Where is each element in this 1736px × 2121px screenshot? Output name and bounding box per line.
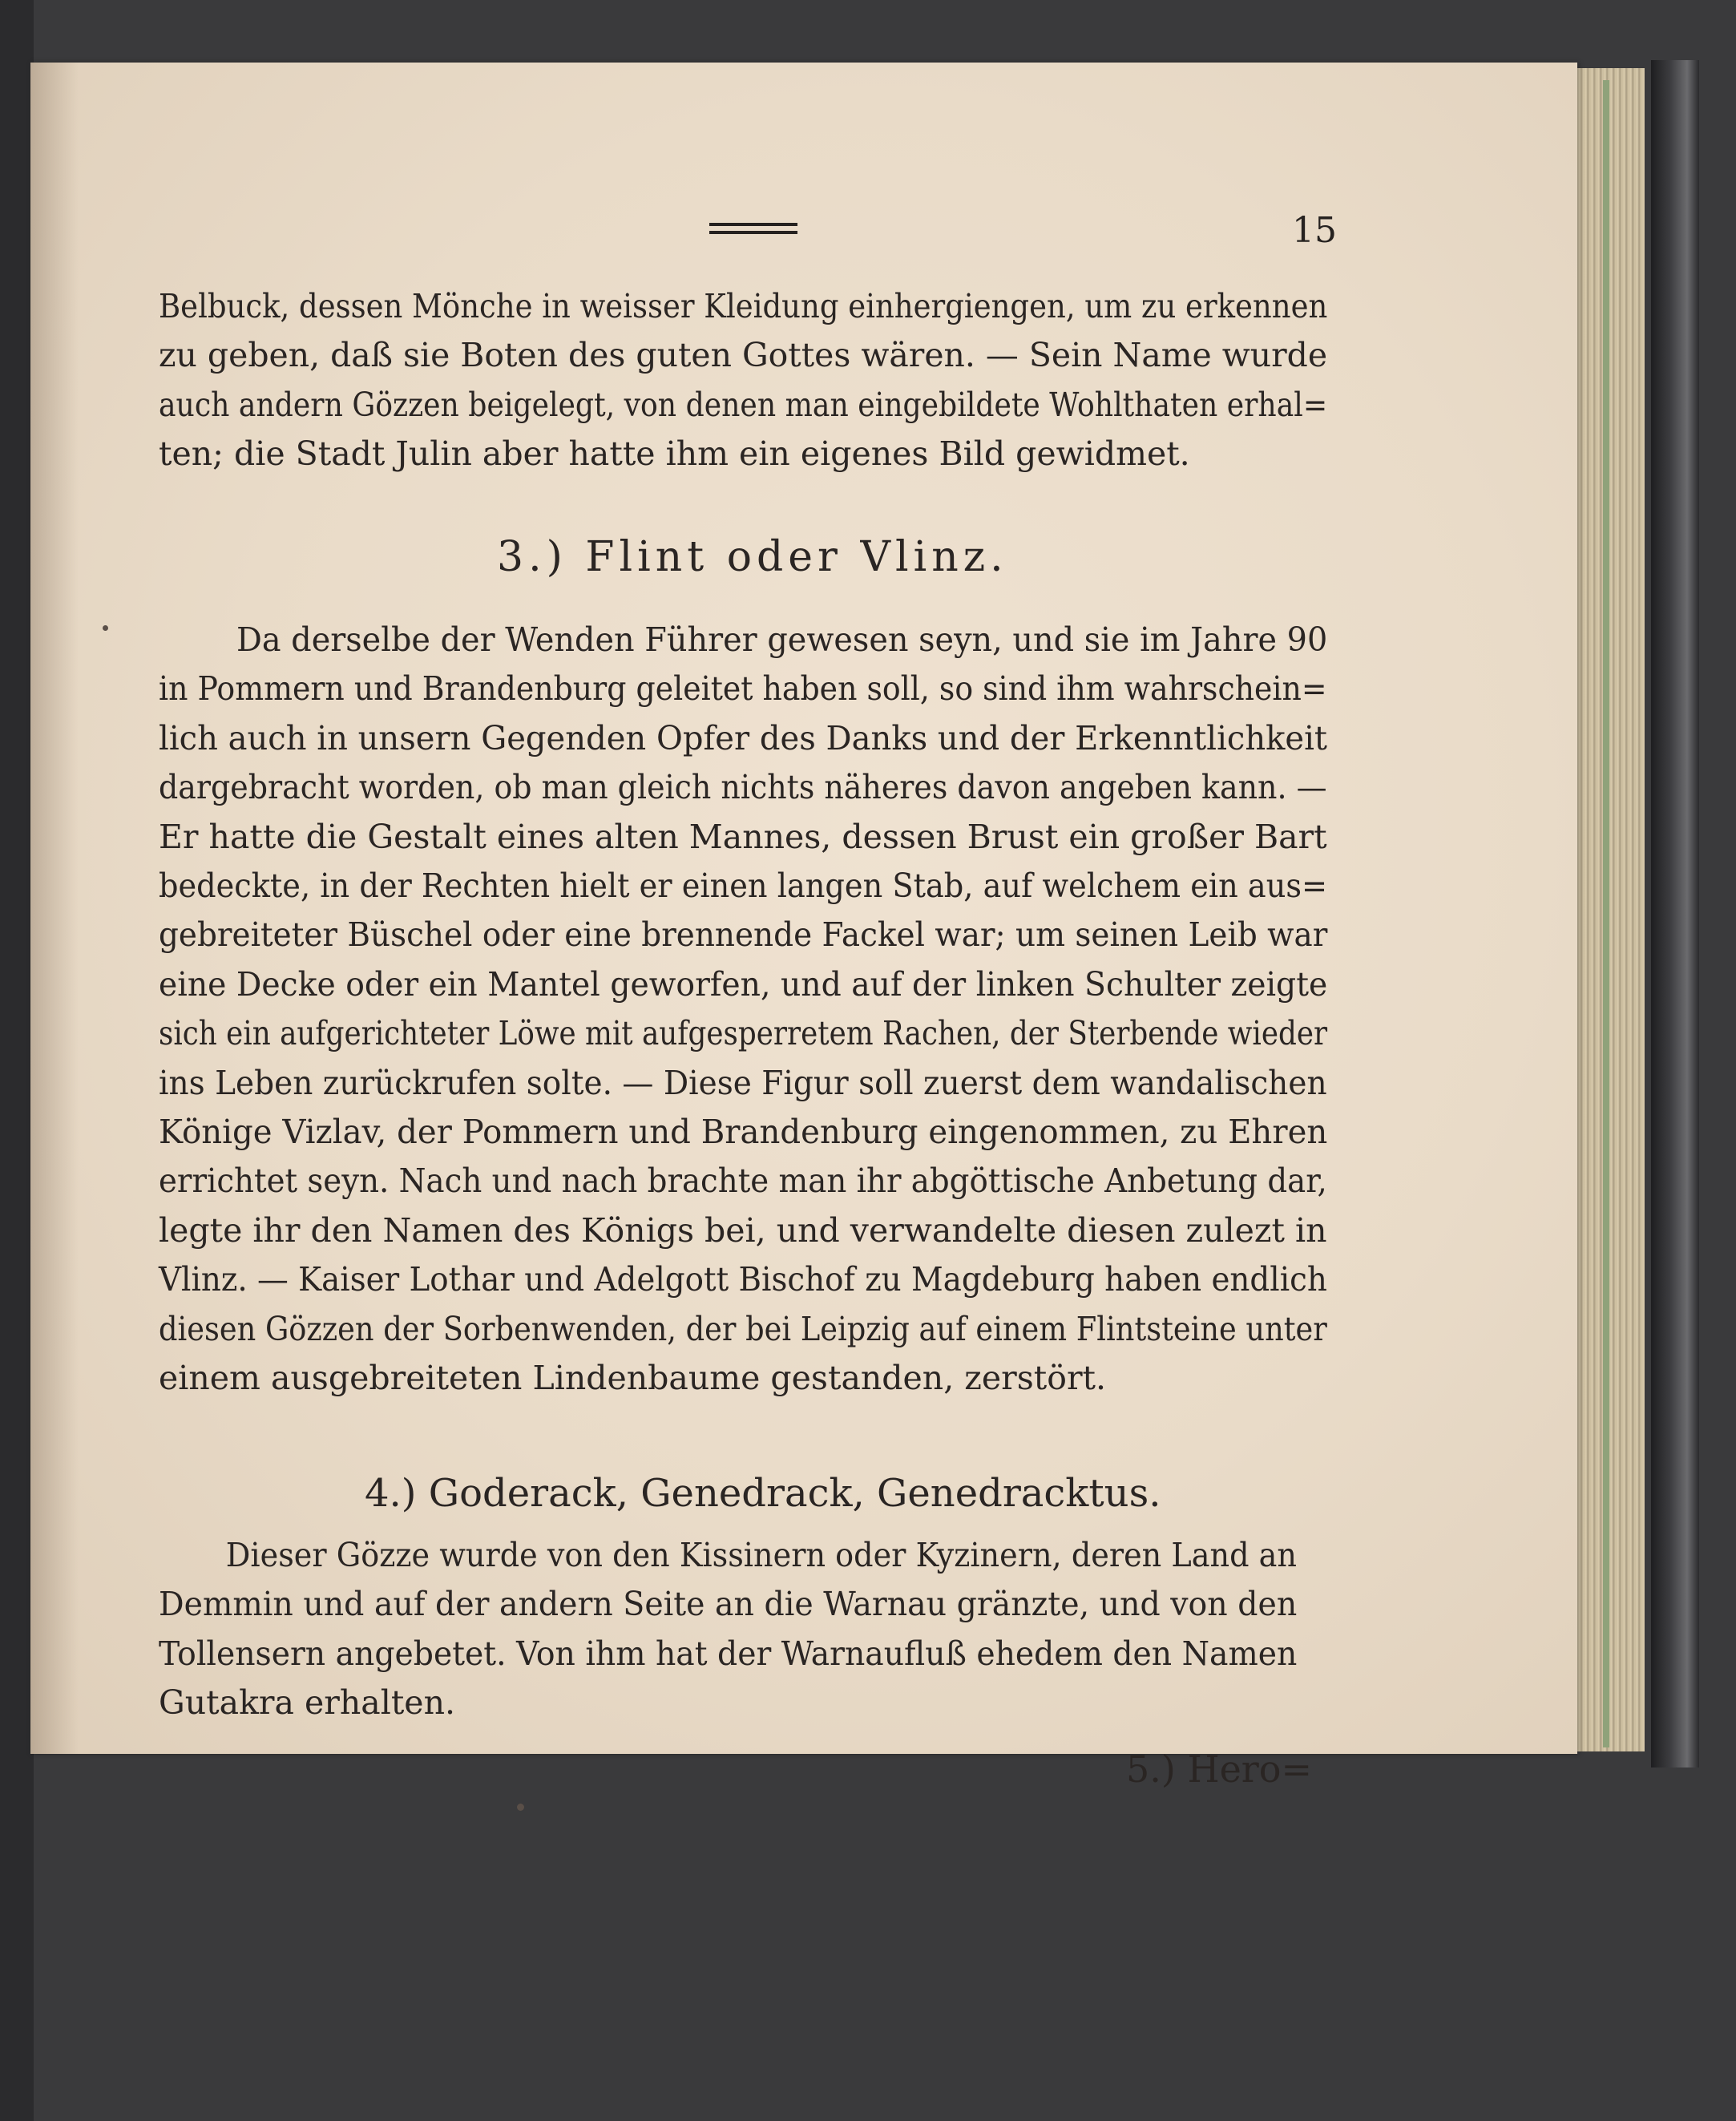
paragraph-1 [159, 282, 1327, 479]
header-rule [709, 223, 797, 234]
catchword: 5.) Hero= [1126, 1747, 1313, 1791]
text-line: Könige Vizlav, der Pommern und Brandenburg eingenommen, zu Ehren [159, 1113, 1328, 1152]
paper-speck [517, 1804, 524, 1811]
text-line: Demmin und auf der andern Seite an die Warnau gränzte, und von den [159, 1585, 1298, 1624]
book-cover-edge [1651, 60, 1699, 1768]
text-line: Dieser Gözze wurde von den Kissinern oder Kyzinern, deren Land an [225, 1536, 1298, 1574]
text-line: Belbuck, dessen Mönche in weisser Kleidung einhergiengen, um zu erkennen [159, 287, 1328, 325]
text-line: Tollensern angebetet. Von ihm hat der Warnaufluß ehedem den Namen [159, 1634, 1298, 1673]
page-number: 15 [1292, 210, 1337, 251]
section-heading-4: 4.) Goderack, Genedrack, Genedracktus. [365, 1471, 1161, 1516]
text-line: einem ausgebreiteten Lindenbaume gestanden, zerstört. [159, 1359, 1107, 1398]
text-line: zu geben, daß sie Boten des guten Gottes wären. — Sein Name wurde [159, 336, 1328, 375]
text-line: Da derselbe der Wenden Führer gewesen seyn, und sie im Jahre 90 [236, 620, 1328, 659]
text-line: lich auch in unsern Gegenden Opfer des Danks und der Erkenntlichkeit [159, 718, 1328, 758]
paragraph-3 [159, 1531, 1297, 1728]
text-line: ten; die Stadt Julin aber hatte ihm ein eigenes Bild gewidmet. [159, 434, 1190, 474]
page-edge-stain [1603, 80, 1609, 1747]
text-line: eine Decke oder ein Mantel geworfen, und auf der linken Schulter zeigte [159, 964, 1328, 1004]
book-binding-left [0, 0, 34, 2121]
paragraph-2 [159, 616, 1327, 1404]
paper-speck [103, 625, 108, 631]
gutter-shadow [30, 63, 79, 1754]
text-line: ins Leben zurückrufen solte. — Diese Figur soll zuerst dem wandalischen [159, 1063, 1327, 1102]
text-line: diesen Gözzen der Sorbenwenden, der bei Leipzig auf einem Flintsteine unter [159, 1309, 1327, 1348]
section-heading-3: 3.) Flint oder Vlinz. [497, 533, 1008, 581]
text-line: in Pommern und Brandenburg geleitet haben soll, so sind ihm wahrschein= [159, 669, 1327, 709]
text-line: errichtet seyn. Nach und nach brachte man ihr abgöttische Anbetung dar, [159, 1162, 1327, 1201]
text-line: dargebracht worden, ob man gleich nichts näheres davon angeben kann. — [159, 768, 1327, 807]
text-line: auch andern Gözzen beigelegt, von denen man eingebildete Wohlthaten erhal= [159, 385, 1328, 424]
text-line: legte ihr den Namen des Königs bei, und verwandelte diesen zulezt in [159, 1210, 1327, 1250]
text-line: Gutakra erhalten. [159, 1683, 456, 1723]
text-line: gebreiteter Büschel oder eine brennende Fackel war; um seinen Leib war [159, 915, 1328, 955]
text-line: sich ein aufgerichteter Löwe mit aufgesperretem Rachen, der Sterbende wieder [159, 1014, 1328, 1053]
text-line: bedeckte, in der Rechten hielt er einen langen Stab, auf welchem ein aus= [159, 867, 1328, 906]
text-line: Vlinz. — Kaiser Lothar und Adelgott Bischof zu Magdeburg haben endlich [159, 1260, 1327, 1299]
text-line: Er hatte die Gestalt eines alten Mannes, dessen Brust ein großer Bart [159, 817, 1327, 856]
